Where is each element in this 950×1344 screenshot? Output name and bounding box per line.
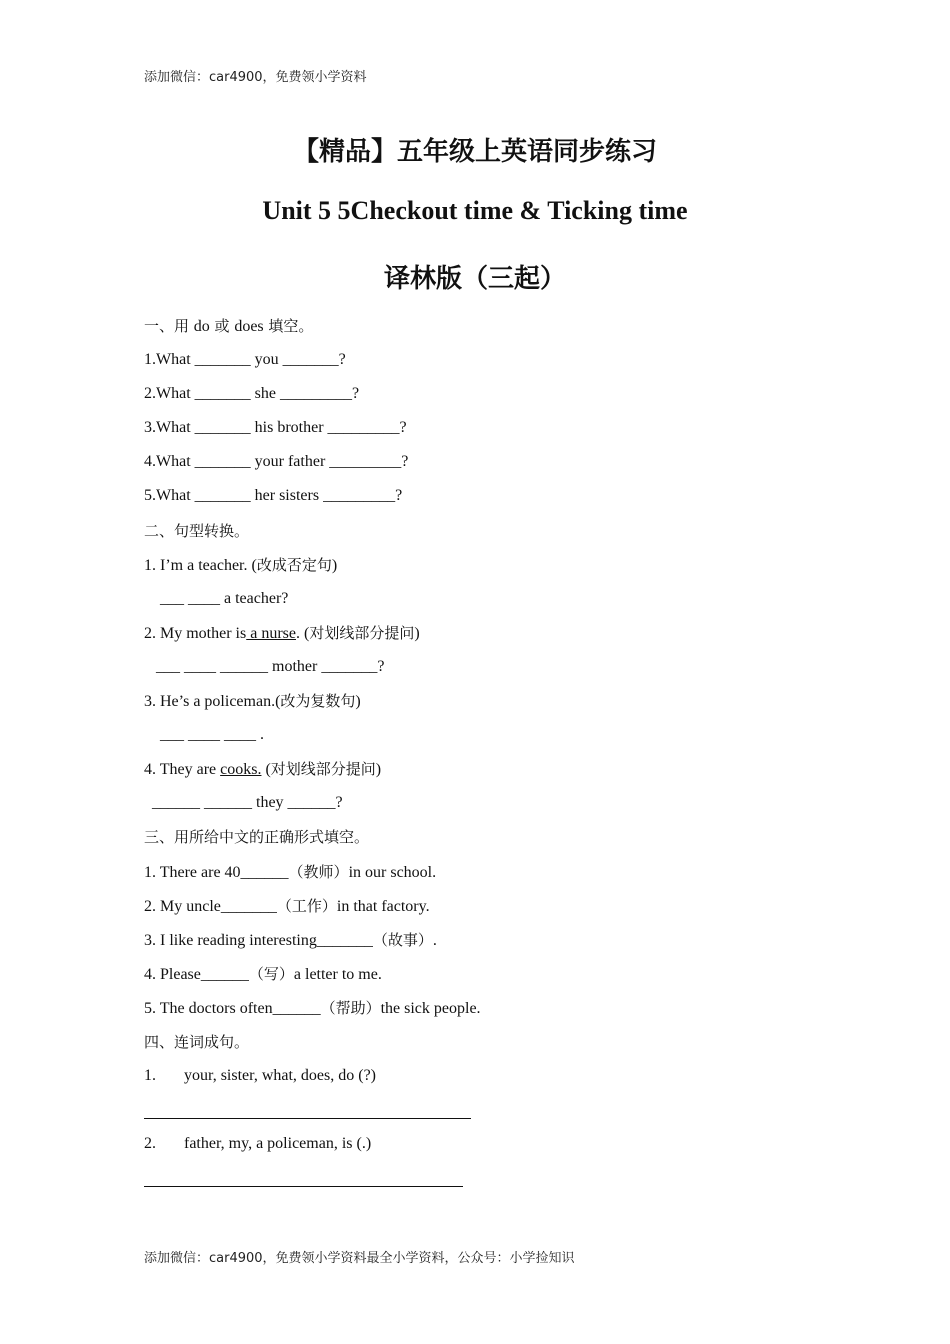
page-title: 【精品】五年级上英语同步练习 <box>292 137 657 167</box>
section4-item: 1. your, sister, what, does, do (?) <box>144 1067 377 1085</box>
worksheet-body <box>144 314 824 1200</box>
section2-question-4: 4. They are cooks. (对划线部分提问) <box>144 760 382 779</box>
section3-item: 2. My uncle_______（工作）in that factory. <box>144 896 430 915</box>
header-note: 添加微信：car4900，免费领小学资料 <box>144 70 367 85</box>
section1-item: 5.What _______ her sisters _________? <box>144 487 403 505</box>
section1-item: 1.What _______ you _______? <box>144 351 346 369</box>
section1-heading: 一、用 do 或 does 填空。 <box>144 317 314 335</box>
underlined-phrase: cooks. <box>220 761 262 779</box>
section1-item: 2.What _______ she _________? <box>144 385 360 403</box>
section2-answer-1: ___ ____ a teacher? <box>160 589 289 607</box>
section4-item: 2. father, my, a policeman, is (.) <box>144 1135 372 1153</box>
section3-item: 1. There are 40______（教师）in our school. <box>144 862 437 881</box>
section2-heading: 二、句型转换。 <box>144 521 250 540</box>
answer-line[interactable] <box>144 1098 824 1132</box>
section4-heading: 四、连词成句。 <box>144 1032 250 1051</box>
section2-answer-2: ___ ____ ______ mother _______? <box>156 657 385 675</box>
section1-item: 3.What _______ his brother _________? <box>144 419 407 437</box>
section3-item: 3. I like reading interesting_______（故事）. <box>144 930 437 949</box>
section3-item: 5. The doctors often______（帮助）the sick people. <box>144 998 481 1017</box>
underlined-phrase: a nurse <box>246 624 296 642</box>
section2-question-2: 2. My mother is a nurse. (对划线部分提问) <box>144 623 420 642</box>
unit-title: Unit 5 5Checkout time & Ticking time <box>262 196 688 225</box>
edition-title: 译林版（三起） <box>383 264 566 294</box>
section2-answer-4: ______ ______ they ______? <box>152 794 343 812</box>
section3-heading: 三、用所给中文的正确形式填空。 <box>144 828 370 847</box>
answer-line[interactable] <box>144 1166 824 1200</box>
footer-note: 添加微信：car4900，免费领小学资料最全小学资料，公众号：小学捡知识 <box>144 1251 575 1266</box>
section2-answer-3: ___ ____ ____ . <box>160 726 264 744</box>
section3-item: 4. Please______（写）a letter to me. <box>144 964 382 983</box>
section2-question-3: 3. He’s a policeman.(改为复数句) <box>144 692 361 711</box>
section1-item: 4.What _______ your father _________? <box>144 453 409 471</box>
section2-question-1: 1. I’m a teacher. (改成否定句) <box>144 555 338 574</box>
